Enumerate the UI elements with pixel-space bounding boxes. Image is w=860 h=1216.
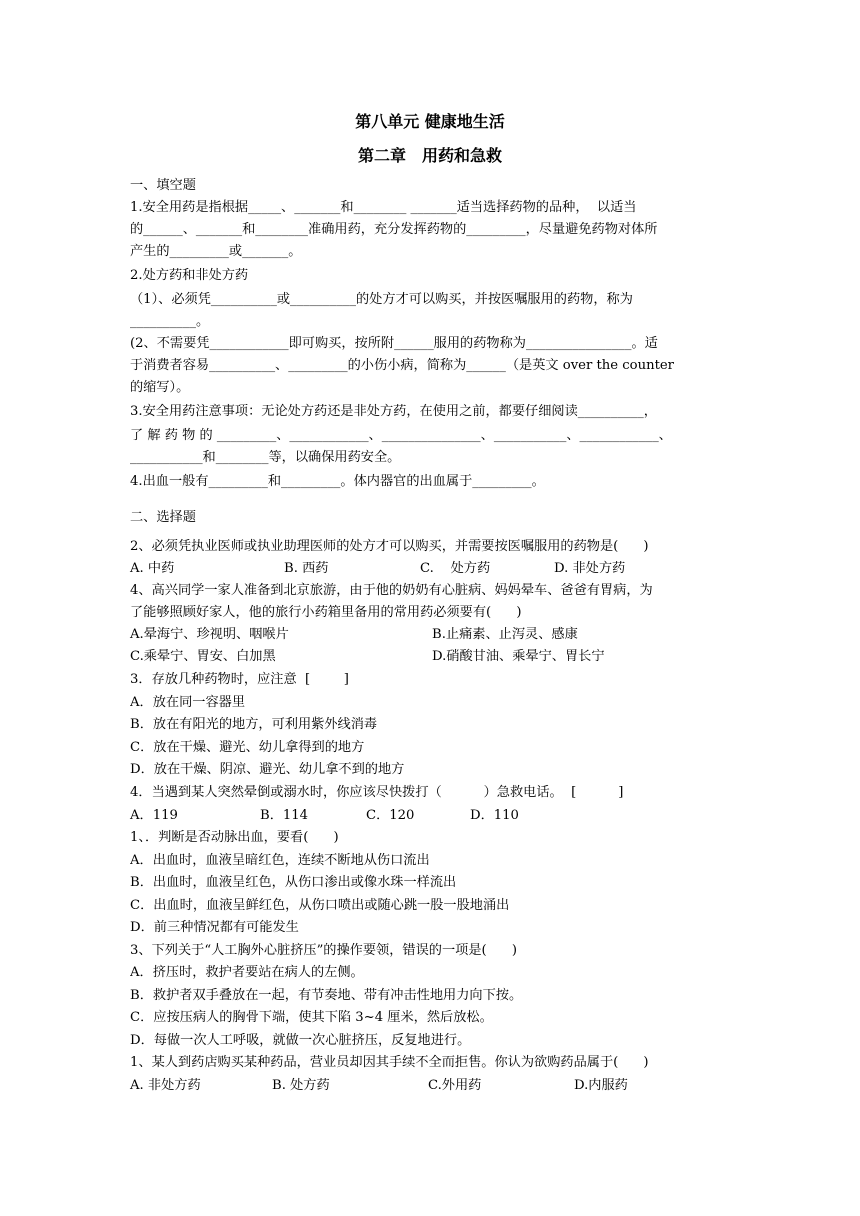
unit-title: 第八单元 健康地生活 (355, 112, 505, 131)
option: B. 处方药 (272, 1078, 330, 1093)
option: D.内服药 (574, 1078, 628, 1093)
text-line: __________。 (130, 314, 210, 329)
text-line: 2.处方药和非处方药 (130, 268, 249, 283)
question-stem: 2、必须凭执业医师或执业助理医师的处方才可以购买，并需要按医嘱服用的药物是( ) (130, 539, 649, 554)
option: A．挤压时，救护者要站在病人的左侧。 (130, 965, 364, 980)
option: B．放在有阳光的地方，可利用紫外线消毒 (130, 717, 378, 732)
text-line: （1）、必须凭__________或__________的处方才可以购买，并按医嘱服用的药物，称为 (130, 292, 633, 307)
option: D．110 (470, 808, 519, 823)
option: C.乘晕宁、胃安、白加黑 (130, 649, 276, 664)
option: C．放在干燥、避光、幼儿拿得到的地方 (130, 740, 365, 755)
option: D．前三种情况都有可能发生 (130, 920, 299, 935)
question-stem: 4．当遇到某人突然晕倒或溺水时，你应该尽快拨打（ ）急救电话。 [ ] (130, 785, 624, 800)
option: B．出血时，血液呈红色，从伤口渗出或像水珠一样流出 (130, 875, 457, 890)
option: C．120 (366, 808, 415, 823)
option-row (130, 625, 735, 645)
text-line: ___________和________等，以确保用药安全。 (130, 450, 401, 465)
text-line: 于消费者容易__________、_________的小伤小病，简称为______（是英文 over the counter (130, 358, 674, 373)
option-row (130, 1076, 735, 1096)
option: A．出血时，血液呈暗红色，连续不断地从伤口流出 (130, 853, 430, 868)
option: C．应按压病人的胸骨下端，使其下陷 3~4 厘米，然后放松。 (130, 1010, 493, 1025)
section-heading-fill-blank: 一、填空题 (130, 178, 196, 193)
question-stem: 1、．判断是否动脉出血，要看( ) (130, 830, 339, 845)
text-line: (2、不需要凭____________即可购买，按所附______服用的药物称为________________。适 (130, 336, 658, 351)
option-row (130, 806, 735, 826)
option: B.止痛素、止泻灵、感康 (432, 627, 578, 642)
option: D．每做一次人工呼吸，就做一次心脏挤压，反复地进行。 (130, 1033, 471, 1048)
option-row (130, 559, 735, 579)
text-line: 1.安全用药是指根据_____、_______和________ _______适当选择药物的品种， 以适当 (130, 200, 637, 215)
option: A．放在同一容器里 (130, 695, 246, 710)
section-heading-choice: 二、选择题 (130, 510, 196, 525)
text-line: 产生的_________或_______。 (130, 244, 302, 259)
option: A. 中药 (130, 561, 175, 576)
text-line: 的缩写）。 (130, 380, 190, 395)
option: D.硝酸甘油、乘晕宁、胃长宁 (432, 649, 605, 664)
text-line: 的______、_______和________准确用药，充分发挥药物的_________，尽量避免药物对体所 (130, 222, 658, 237)
text-line: 了 解 药 物 的 _________、____________、_______________、___________、____________、 (130, 428, 672, 443)
option: C.外用药 (428, 1078, 482, 1093)
question-stem: 1、某人到药店购买某种药品，营业员却因其手续不全而拒售。你认为欲购药品属于( ) (130, 1055, 649, 1070)
option: B. 西药 (284, 561, 329, 576)
option: C. 处方药 (420, 561, 491, 576)
question-stem: 4、高兴同学一家人准备到北京旅游，由于他的奶奶有心脏病、妈妈晕车、爸爸有胃病，为 (130, 583, 653, 598)
option: A．119 (130, 808, 178, 823)
chapter-title: 第二章 用药和急救 (357, 146, 502, 165)
option: D. 非处方药 (554, 561, 626, 576)
option: A. 非处方药 (130, 1078, 201, 1093)
text-line: 3.安全用药注意事项：无论处方药还是非处方药，在使用之前，都要仔细阅读__________， (130, 404, 657, 419)
question-stem: 3．存放几种药物时，应注意 [ ] (130, 672, 349, 687)
option: C．出血时，血液呈鲜红色，从伤口喷出或随心跳一股一股地涌出 (130, 898, 510, 913)
option-row (130, 647, 735, 667)
option: D．放在干燥、阴凉、避光、幼儿拿不到的地方 (130, 762, 405, 777)
option: A.晕海宁、珍视明、咽喉片 (130, 627, 289, 642)
text-line: 4.出血一般有_________和_________。体内器官的出血属于_________。 (130, 474, 545, 489)
question-stem: 3、下列关于“人工胸外心脏挤压”的操作要领，错误的一项是( ) (130, 943, 518, 958)
option: B．114 (260, 808, 309, 823)
question-stem: 了能够照顾好家人，他的旅行小药箱里备用的常用药必须要有( ) (130, 605, 522, 620)
option: B．救护者双手叠放在一起，有节奏地、带有冲击性地用力向下按。 (130, 988, 523, 1003)
